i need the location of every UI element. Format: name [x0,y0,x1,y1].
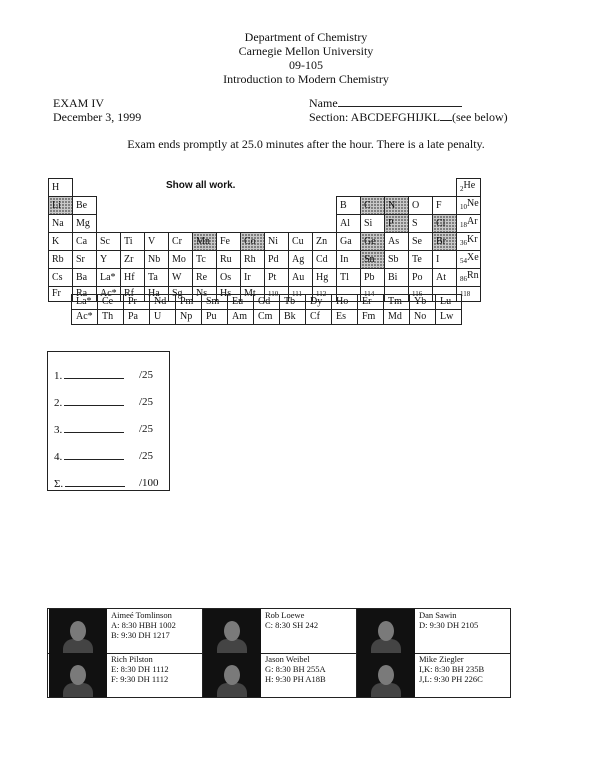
element-lw: Lw [436,310,462,325]
ta-section-time: I,K: 8:30 BH 235B [419,664,485,674]
element-er: Er [358,295,384,310]
course-title: Introduction to Modern Chemistry [223,72,389,86]
element-ra: Ra [73,287,97,302]
element-cr: Cr [169,233,193,251]
ta-name: Rich Pilston [111,654,153,664]
ta-section-grid [47,608,511,698]
element-re: Re [193,269,217,287]
element-co: Co [241,233,265,251]
element-pt: Pt [265,269,289,287]
ta-section-time: B: 9:30 DH 1217 [111,630,170,640]
element-f: F [433,197,457,215]
element-te: Te [409,251,433,269]
ta-section-time: G: 8:30 BH 255A [265,664,326,674]
element-cf: Cf [306,310,332,325]
element-gd: Gd [254,295,280,310]
element-k: K [49,233,73,251]
element-md: Md [384,310,410,325]
element-ag: Ag [289,251,313,269]
exam-notice: Exam ends promptly at 25.0 minutes after the hour. There is a late penalty. [127,137,485,151]
element-la: La* [97,269,121,287]
department-title: Department of Chemistry [244,30,368,44]
university-title: Carnegie Mellon University [238,44,374,58]
element-tm: Tm [384,295,410,310]
element-ga: Ga [337,233,361,251]
exam-date: December 3, 1999 [53,110,142,124]
score-blank[interactable] [64,423,124,433]
element-no: No [410,310,436,325]
element-cl: Cl [433,215,457,233]
ta-cell [49,653,203,697]
score-label: 4. [54,451,63,463]
score-label: 1. [54,370,63,382]
score-box [47,351,170,491]
element-o: O [409,197,433,215]
name-label: Name [309,96,338,110]
element-pa: Pa [124,310,150,325]
element-b: B [337,197,361,215]
element-se: Se [409,233,433,251]
element-au: Au [289,269,313,287]
score-row[interactable] [54,396,154,409]
element-sm: Sm [202,295,228,310]
element-i: I [433,251,457,269]
element-na: Na [49,215,73,233]
element-fm: Fm [358,310,384,325]
element-n: N [385,197,409,215]
element-c: C [361,197,385,215]
score-points: /100 [139,477,159,489]
ta-cell [357,653,511,697]
element-pb: Pb [361,269,385,287]
element-la: La* [72,295,98,310]
element-dy: Dy [306,295,332,310]
element-ni: Ni [265,233,289,251]
score-points: /25 [139,396,154,408]
element-ta: Ta [145,269,169,287]
element-po: Po [409,269,433,287]
element-cs: Cs [49,269,73,287]
element-bi: Bi [385,269,409,287]
ta-name: Rob Loewe [265,610,305,620]
element-zr: Zr [121,251,145,269]
element-v: V [145,233,169,251]
element-tl: Tl [337,269,361,287]
element-ba: Ba [73,269,97,287]
ta-section-time: H: 9:30 PH A18B [265,674,326,684]
element-mn: Mn [193,233,217,251]
score-label: Σ. [54,478,64,490]
score-points: /25 [139,369,154,381]
element-112: 112 [313,287,337,302]
element-mt: Mt [241,287,265,302]
element-yb: Yb [410,295,436,310]
ta-photo [357,653,415,697]
element-cd: Cd [313,251,337,269]
element-hg: Hg [313,269,337,287]
course-number: 09-105 [289,58,323,72]
ta-name: Mike Ziegler [419,654,464,664]
ta-cell [203,609,357,653]
element-sc: Sc [97,233,121,251]
show-work-note: Show all work. [166,180,236,191]
element-os: Os [217,269,241,287]
score-row[interactable] [54,423,154,436]
section-label: Section: ABCDEFGHIJKL [309,110,441,124]
element-rn: $_{86}$Rn [457,269,481,287]
ta-photo [203,653,261,697]
element-si: Si [361,215,385,233]
element-110: 110 [265,287,289,302]
score-row[interactable] [54,369,154,382]
element-ho: Ho [332,295,358,310]
element-lu: Lu [436,295,462,310]
element-111: 111 [289,287,313,302]
element-ru: Ru [217,251,241,269]
section-note: (see below) [452,110,508,124]
element-mo: Mo [169,251,193,269]
element-h: H [49,179,73,197]
score-label: 2. [54,397,63,409]
element-ti: Ti [121,233,145,251]
element-pd: Pd [265,251,289,269]
element-116: 116 [409,287,433,302]
element-zn: Zn [313,233,337,251]
ta-cell [49,609,203,653]
element-be: Be [73,197,97,215]
element-114: 114 [361,287,385,302]
section-field[interactable] [309,110,508,125]
element-kr: $_{36}$Kr [457,233,481,251]
element-bk: Bk [280,310,306,325]
periodic-table [48,178,481,302]
element-118: 118 [457,287,481,302]
score-row[interactable] [54,450,154,463]
score-row[interactable] [54,477,159,490]
score-blank[interactable] [64,396,124,406]
element-li: Li [49,197,73,215]
element-tc: Tc [193,251,217,269]
ta-cell [203,653,357,697]
element-ce: Ce [98,295,124,310]
element-xe: $_{54}$Xe [457,251,481,269]
element-cu: Cu [289,233,313,251]
element-at: At [433,269,457,287]
ta-photo [49,653,107,697]
element-p: P [385,215,409,233]
element-nd: Nd [150,295,176,310]
ta-photo [203,609,261,653]
element-sg: Sg [169,287,193,302]
element-hf: Hf [121,269,145,287]
element-s: S [409,215,433,233]
element-pr: Pr [124,295,150,310]
element-ns: Ns [193,287,217,302]
element-ge: Ge [361,233,385,251]
element-am: Am [228,310,254,325]
element-br: Br [433,233,457,251]
ta-section-time: A: 8:30 HBH 1002 [111,620,176,630]
element-np: Np [176,310,202,325]
ta-name: Aimeé Tomlinson [111,610,172,620]
element-es: Es [332,310,358,325]
ta-name: Jason Weibel [265,654,310,664]
score-blank[interactable] [64,369,124,379]
score-blank[interactable] [64,450,124,460]
element-pu: Pu [202,310,228,325]
ta-cell [357,609,511,653]
score-points: /25 [139,423,154,435]
element-rb: Rb [49,251,73,269]
element-al: Al [337,215,361,233]
element-eu: Eu [228,295,254,310]
ta-name: Dan Sawin [419,610,457,620]
element-rf: Rf [121,287,145,302]
element-tb: Tb [280,295,306,310]
ta-section-time: C: 8:30 SH 242 [265,620,319,630]
element-nb: Nb [145,251,169,269]
element-rh: Rh [241,251,265,269]
f-block-table [71,294,462,325]
element-pm: Pm [176,295,202,310]
ta-photo [49,609,107,653]
element-in: In [337,251,361,269]
ta-section-time: J,L: 9:30 PH 226C [419,674,483,684]
element-sn: Sn [361,251,385,269]
name-field[interactable] [309,96,462,111]
element-ha: Ha [145,287,169,302]
ta-section-time: F: 9:30 DH 1112 [111,674,169,684]
element-as: As [385,233,409,251]
exam-title: EXAM IV [53,96,104,110]
element-ca: Ca [73,233,97,251]
element-u: U [150,310,176,325]
element-y: Y [97,251,121,269]
element-sb: Sb [385,251,409,269]
element-hs: Hs [217,287,241,302]
element-fr: Fr [49,287,73,302]
ta-photo [357,609,415,653]
element-ac: Ac* [72,310,98,325]
ta-section-time: E: 8:30 DH 1112 [111,664,169,674]
element-th: Th [98,310,124,325]
element-ar: $_{18}$Ar [457,215,481,233]
element-cm: Cm [254,310,280,325]
score-points: /25 [139,450,154,462]
element-mg: Mg [73,215,97,233]
element-he: $_2$He [457,179,481,197]
element-fe: Fe [217,233,241,251]
score-label: 3. [54,424,63,436]
element-sr: Sr [73,251,97,269]
score-blank[interactable] [65,477,125,487]
element-w: W [169,269,193,287]
element-ir: Ir [241,269,265,287]
element-ne: $_{10}$Ne [457,197,481,215]
element-ac: Ac* [97,287,121,302]
ta-section-time: D: 9:30 DH 2105 [419,620,479,630]
